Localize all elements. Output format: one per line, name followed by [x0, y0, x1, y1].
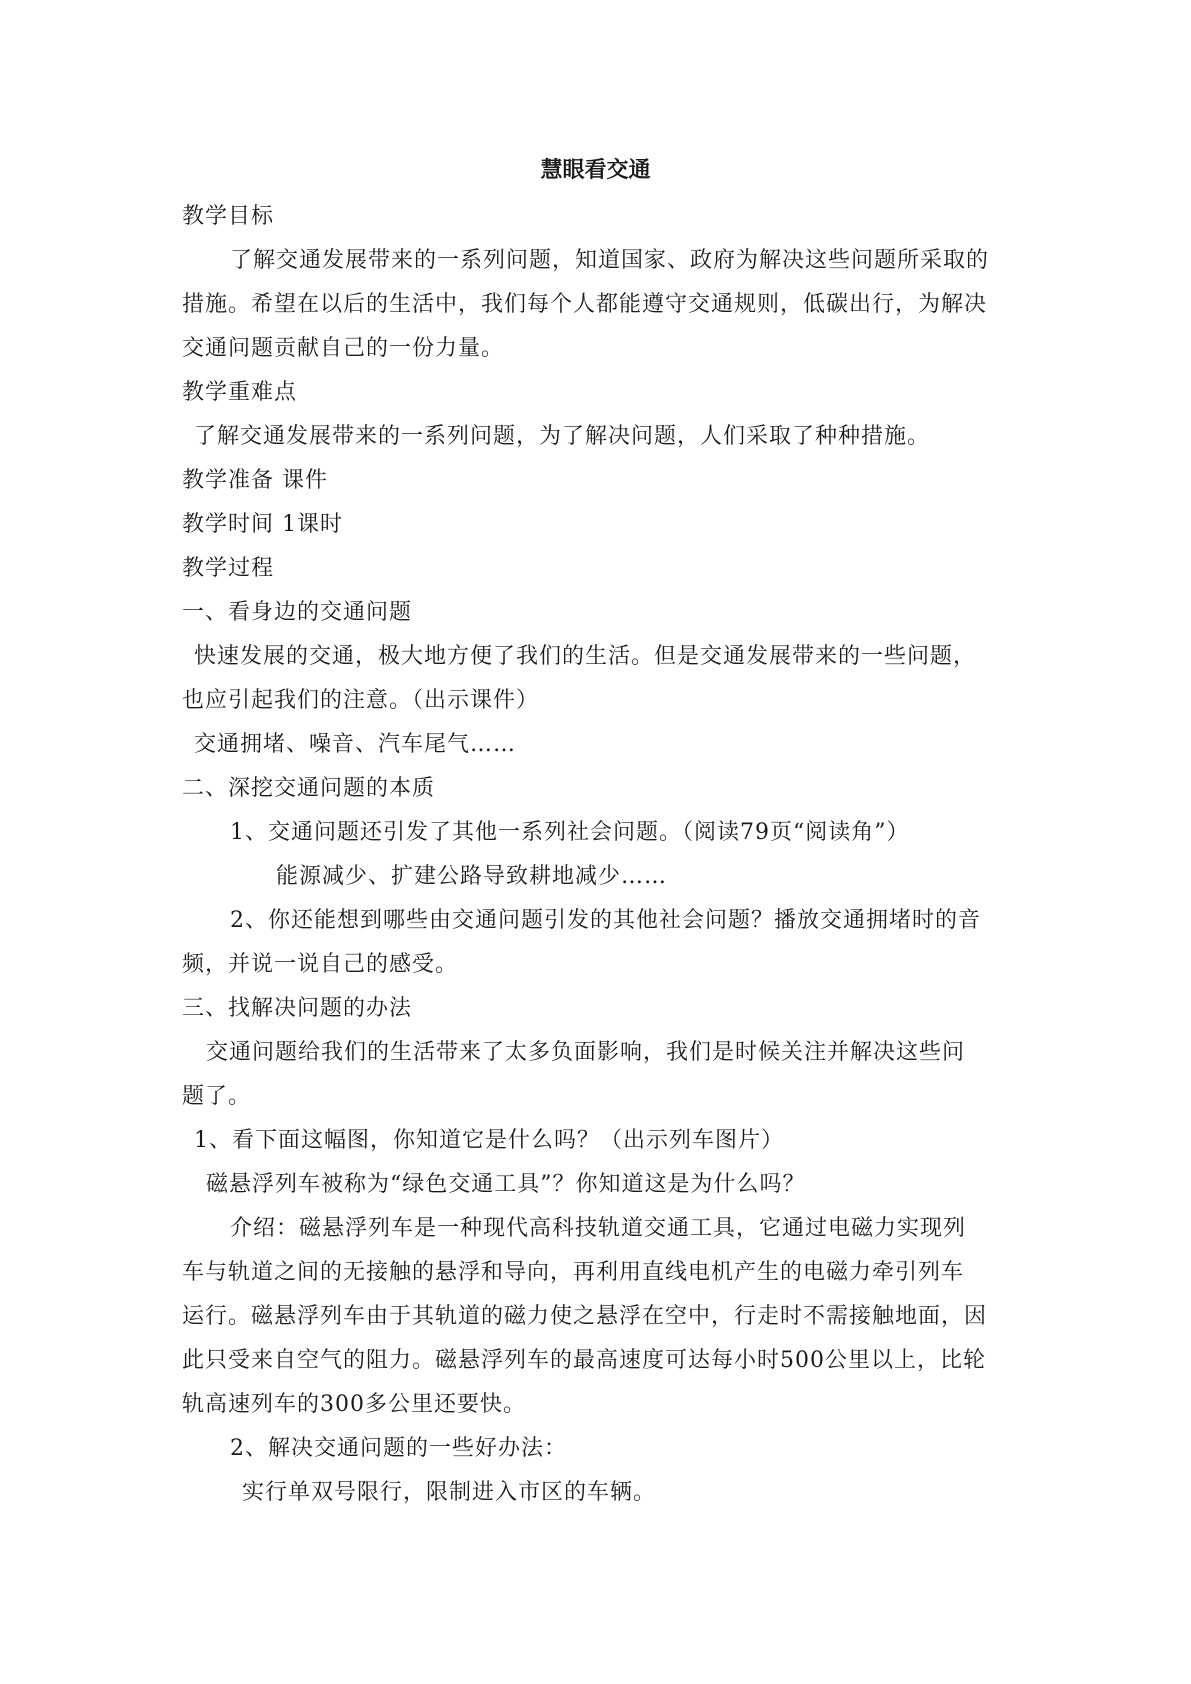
- maglev-intro-line-1: 介绍：磁悬浮列车是一种现代高科技轨道交通工具，它通过电磁力实现列: [230, 1216, 967, 1241]
- section-3-item-2-detail: 实行单双号限行，限制进入市区的车辆。: [242, 1480, 657, 1505]
- section-2-item-2-line-2: 频，并说一说自己的感受。: [182, 952, 459, 977]
- heading-teaching-process: 教学过程: [182, 556, 275, 581]
- maglev-intro-line-2: 车与轨道之间的无接触的悬浮和导向，再利用直线电机产生的电磁力牵引列车: [182, 1260, 965, 1285]
- section-1-line-3: 交通拥堵、噪音、汽车尾气……: [194, 732, 517, 757]
- section-3-item-1-question: 磁悬浮列车被称为“绿色交通工具”？你知道这是为什么吗？: [206, 1172, 806, 1197]
- heading-key-difficulties: 教学重难点: [182, 380, 298, 405]
- teaching-preparation: 教学准备 课件: [182, 468, 328, 493]
- paragraph-goals-line-1: 了解交通发展带来的一系列问题，知道国家、政府为解决这些问题所采取的: [230, 248, 990, 273]
- section-2-item-1: 1、交通问题还引发了其他一系列社会问题。（阅读79页“阅读角”）: [230, 820, 910, 845]
- section-heading-2: 二、深挖交通问题的本质: [182, 776, 436, 801]
- teaching-time: 教学时间 1课时: [182, 512, 343, 537]
- section-3-item-2: 2、解决交通问题的一些好办法：: [230, 1436, 567, 1461]
- maglev-intro-line-5: 轨高速列车的300多公里还要快。: [182, 1392, 526, 1417]
- section-heading-3: 三、找解决问题的办法: [182, 996, 413, 1021]
- maglev-intro-line-4: 此只受来自空气的阻力。磁悬浮列车的最高速度可达每小时500公里以上，比轮: [182, 1348, 986, 1373]
- section-3-item-1: 1、看下面这幅图，你知道它是什么吗？（出示列车图片）: [194, 1128, 784, 1153]
- maglev-intro-line-3: 运行。磁悬浮列车由于其轨道的磁力使之悬浮在空中，行走时不需接触地面，因: [182, 1304, 988, 1329]
- heading-teaching-goals: 教学目标: [182, 204, 275, 229]
- paragraph-key-difficulties: 了解交通发展带来的一系列问题，为了解决问题，人们采取了种种措施。: [194, 424, 931, 449]
- section-1-line-2: 也应引起我们的注意。（出示课件）: [182, 688, 540, 713]
- section-3-intro-line-1: 交通问题给我们的生活带来了太多负面影响，我们是时候关注并解决这些问: [206, 1040, 966, 1065]
- paragraph-goals-line-3: 交通问题贡献自己的一份力量。: [182, 336, 505, 361]
- section-2-item-1-detail: 能源减少、扩建公路导致耕地减少……: [276, 864, 668, 889]
- section-heading-1: 一、看身边的交通问题: [182, 600, 413, 625]
- section-3-intro-line-2: 题了。: [182, 1084, 252, 1109]
- section-1-line-1: 快速发展的交通，极大地方便了我们的生活。但是交通发展带来的一些问题，: [194, 644, 977, 669]
- section-2-item-2-line-1: 2、你还能想到哪些由交通问题引发的其他社会问题？播放交通拥堵时的音: [230, 908, 981, 933]
- document-title: 慧眼看交通: [540, 158, 651, 183]
- paragraph-goals-line-2: 措施。希望在以后的生活中，我们每个人都能遵守交通规则，低碳出行，为解决: [182, 292, 988, 317]
